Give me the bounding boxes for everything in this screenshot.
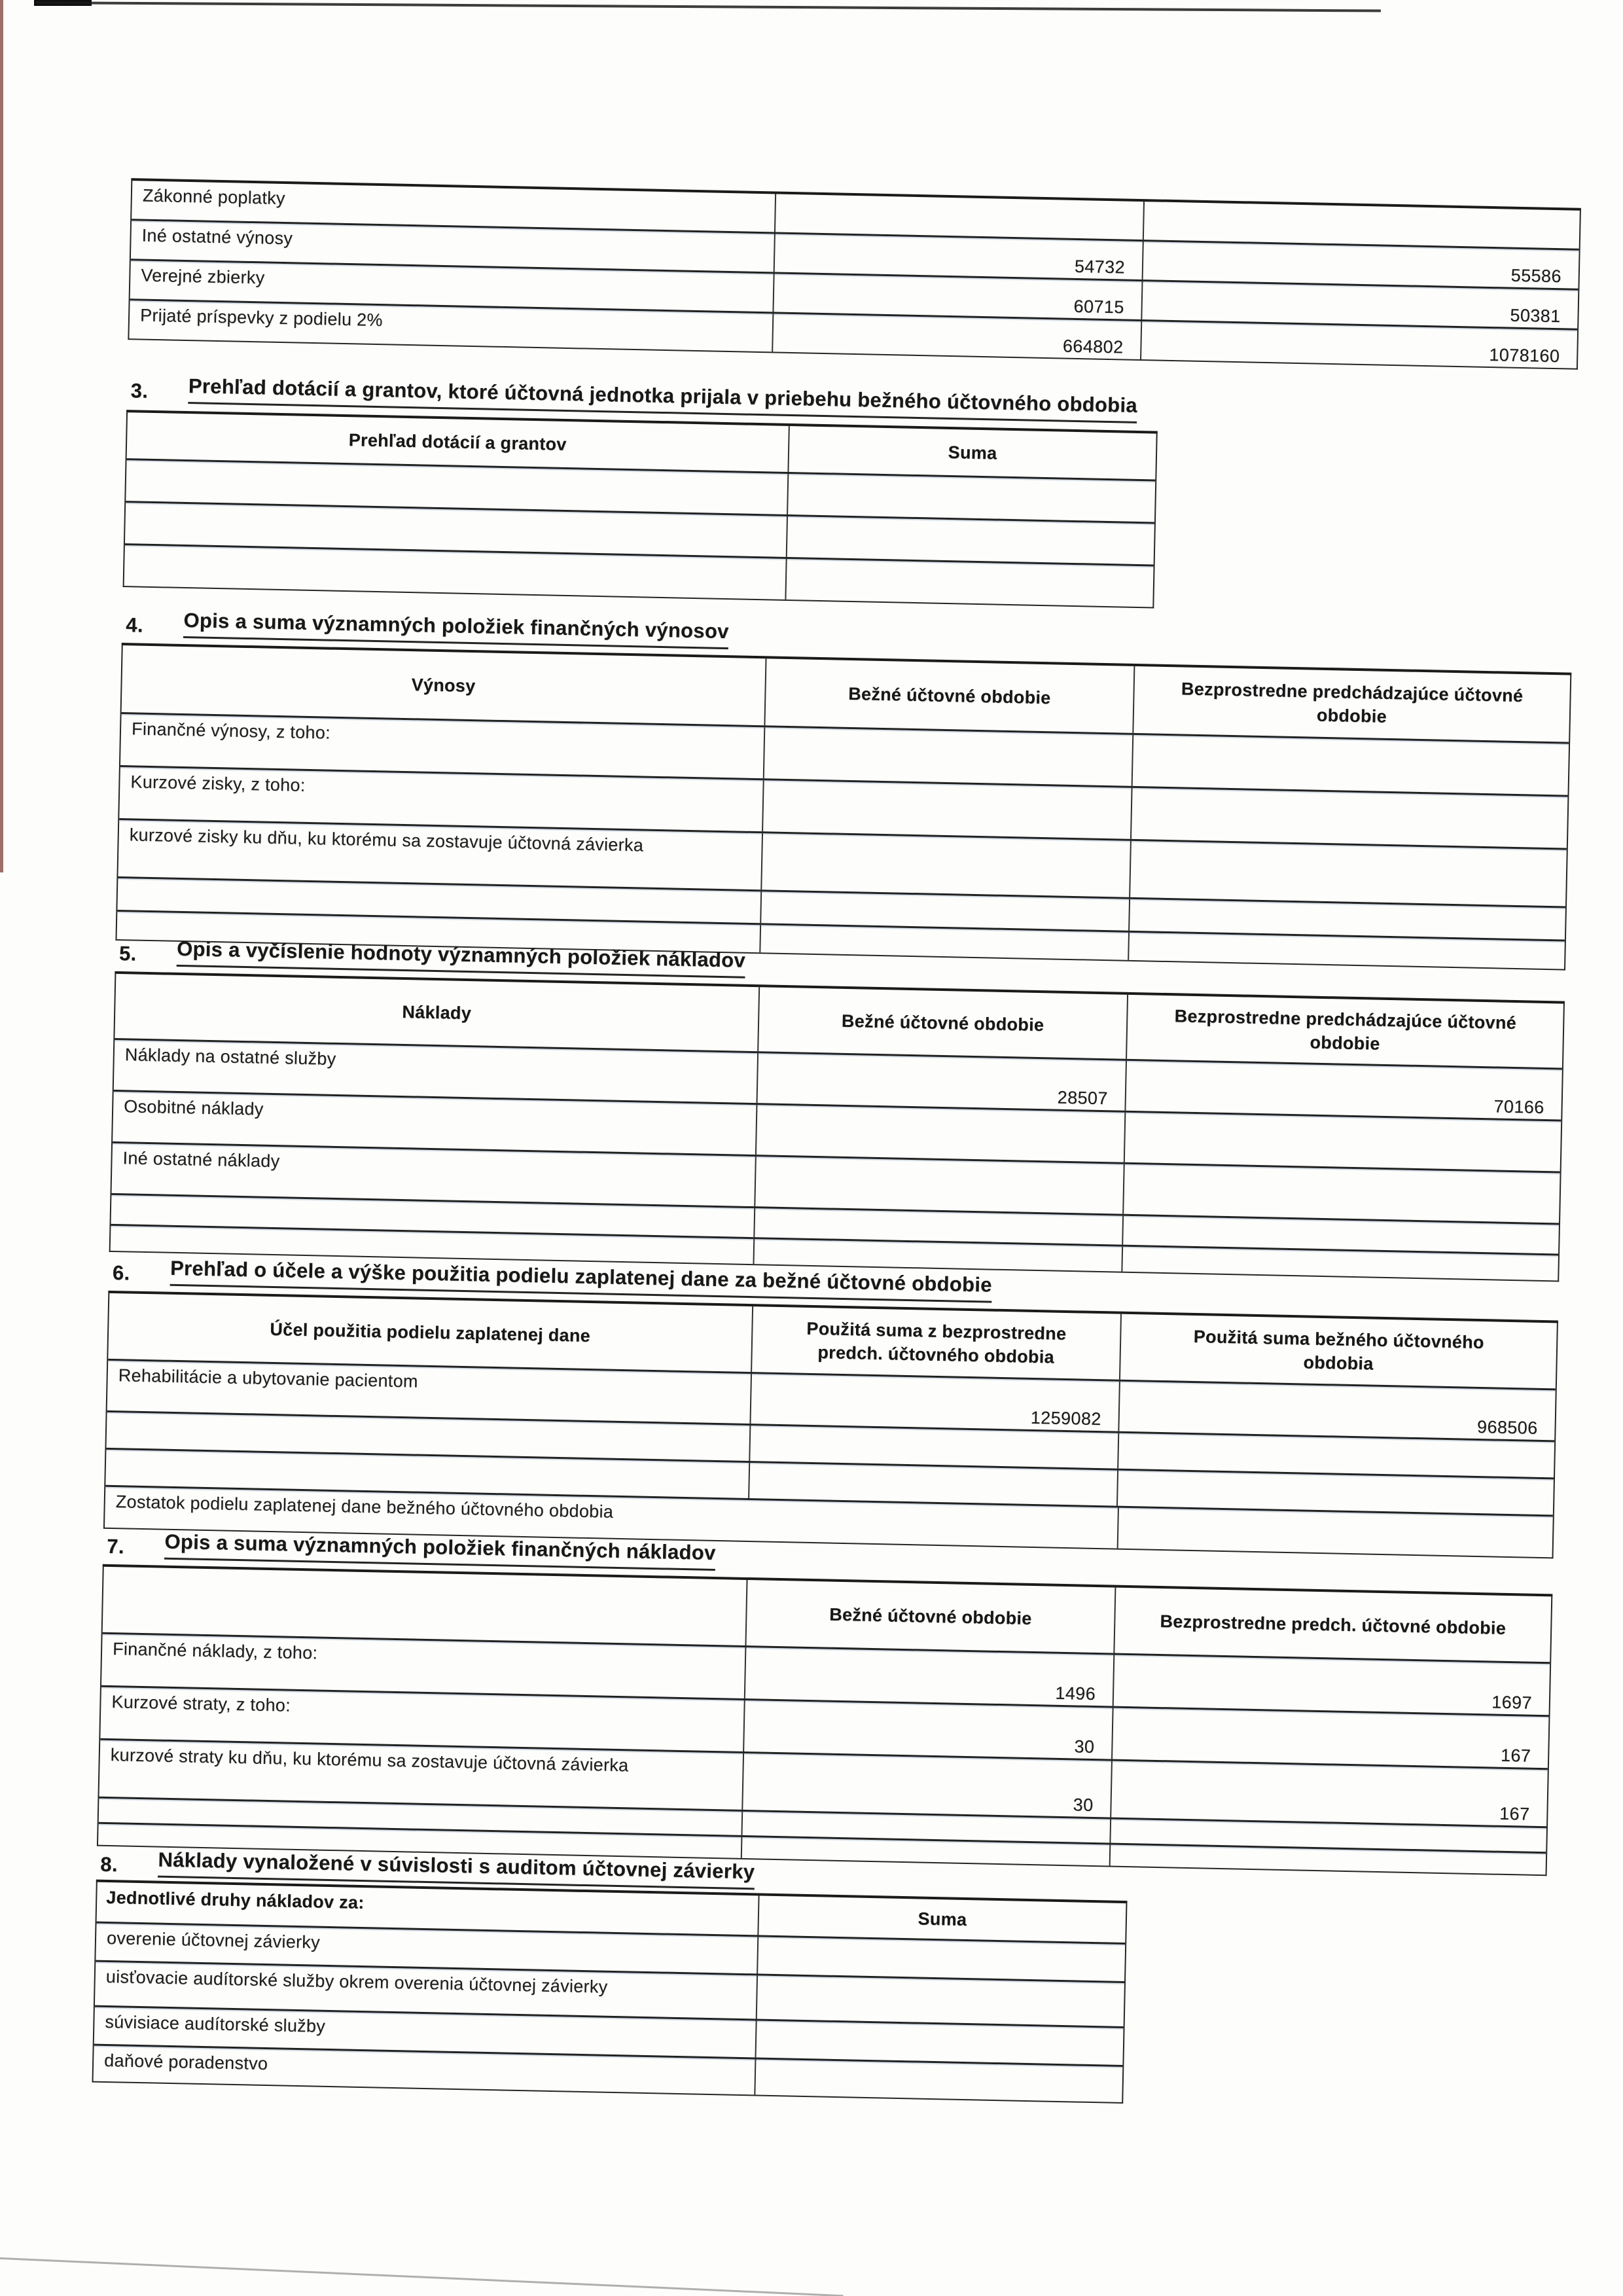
section-number: 7.	[107, 1534, 125, 1558]
row-label: overenie účtovnej závierky	[106, 1928, 321, 1952]
column-header-purpose: Účel použitia podielu zaplatenej dane	[270, 1319, 591, 1346]
financial-revenues-table	[115, 643, 1571, 971]
column-header-current-period: Bežné účtovné obdobie	[757, 987, 1127, 1059]
current-used-value: 968506	[1118, 1382, 1555, 1441]
column-header-empty	[103, 1567, 747, 1645]
previous-period-value	[1122, 1164, 1560, 1223]
column-header-current-period: Bežné účtovné obdobie	[764, 658, 1133, 733]
column-header-current-period: Bežné účtovné obdobie	[745, 1580, 1115, 1653]
section-title: Prehľad dotácií a grantov, ktoré účtovná jednotka prijala v priebehu bežného účtovného obdobia	[188, 374, 1137, 423]
row-label: kurzové straty ku dňu, ku ktorému sa zostavuje účtovná závierka	[110, 1745, 629, 1776]
suma-value	[756, 1975, 1124, 2026]
suma-value	[787, 474, 1155, 522]
current-period-value: 1496	[744, 1647, 1113, 1706]
section-number: 5.	[118, 942, 137, 965]
previous-period-value: 70166	[1124, 1061, 1561, 1120]
expenses-table	[109, 971, 1565, 1282]
row-label: Verejné zbierky	[141, 265, 265, 288]
row-label: Finančné výnosy, z toho:	[131, 719, 331, 743]
section-title: Náklady vynaložené v súvislosti s auditom účtovnej závierky	[158, 1848, 755, 1890]
previous-period-value	[1129, 841, 1567, 906]
previous-period-value: 1078160	[1140, 321, 1577, 368]
suma-value	[755, 2020, 1124, 2065]
remainder-value	[1117, 1508, 1553, 1558]
current-period-value: 30	[741, 1753, 1111, 1818]
current-period-value	[755, 1105, 1124, 1162]
row-label: Zákonné poplatky	[142, 185, 286, 209]
current-period-value: 30	[743, 1700, 1112, 1759]
suma-value	[786, 516, 1154, 565]
current-period-value: 54732	[774, 234, 1143, 279]
row-label: Kurzové straty, z toho:	[111, 1692, 291, 1715]
audit-costs-table	[92, 1880, 1128, 2104]
continued-revenues-table	[128, 178, 1581, 370]
column-header-current-used: Použitá suma bežného účtovného obdobia	[1119, 1314, 1557, 1389]
row-label: súvisiace audítorské služby	[105, 2011, 326, 2036]
current-period-value	[763, 727, 1132, 786]
previous-period-value: 167	[1111, 1708, 1548, 1768]
current-period-value	[754, 1157, 1123, 1214]
section-title: Opis a vyčíslenie hodnoty významných položiek nákladov	[177, 937, 746, 978]
current-period-value	[760, 833, 1130, 897]
row-label: uisťovacie audítorské služby okrem overenia účtovnej závierky	[105, 1966, 608, 1997]
row-label: Iné ostatné náklady	[122, 1148, 280, 1172]
column-header-vynosy: Výnosy	[411, 674, 476, 696]
section-number: 3.	[130, 379, 149, 403]
previous-period-value	[1130, 788, 1567, 848]
current-period-value	[759, 925, 1128, 960]
suma-value	[757, 1937, 1125, 1981]
row-label: Iné ostatné výnosy	[141, 225, 293, 249]
previous-period-value: 1697	[1113, 1655, 1550, 1715]
section-title: Opis a suma významných položiek finančných nákladov	[164, 1530, 716, 1571]
column-header-previous-used: Použitá suma z bezprostredne predch. účtovného obdobia	[751, 1306, 1120, 1380]
section-number: 4.	[126, 613, 144, 637]
grants-table	[123, 410, 1158, 608]
financial-expenses-table	[97, 1564, 1552, 1876]
row-label: Finančné náklady, z toho:	[112, 1639, 318, 1663]
current-period-value	[753, 1239, 1122, 1272]
column-header-suma: Suma	[757, 1895, 1126, 1943]
remainder-label: Zostatok podielu zaplatenej dane bežného účtovného obdobia	[115, 1492, 614, 1522]
section-number: 8.	[100, 1852, 118, 1876]
section-title: Prehľad o účele a výške použitia podielu zaplatenej dane za bežné účtovné obdobie	[170, 1257, 993, 1303]
row-label: Náklady na ostatné služby	[124, 1045, 336, 1069]
row-label: Kurzové zisky, z toho:	[130, 772, 306, 795]
previous-period-value: 167	[1110, 1761, 1548, 1827]
row-label: Rehabilitácie a ubytovanie pacientom	[118, 1365, 419, 1391]
current-period-value	[762, 780, 1131, 839]
previous-period-value: 55586	[1142, 242, 1579, 289]
tax-share-usage-table	[103, 1291, 1558, 1559]
previous-period-value	[1124, 1113, 1561, 1172]
current-period-value: 28507	[757, 1053, 1126, 1111]
current-period-value	[774, 194, 1143, 240]
suma-value	[754, 2059, 1122, 2102]
row-label: Prijaté príspevky z podielu 2%	[139, 305, 383, 331]
previous-used-value	[749, 1426, 1118, 1469]
column-header-grants: Prehľad dotácií a grantov	[348, 429, 567, 454]
current-period-value: 664802	[772, 314, 1141, 359]
column-header-suma: Suma	[787, 426, 1156, 480]
section-title: Opis a suma významných položiek finančných výnosov	[183, 609, 729, 649]
previous-used-value: 1259082	[749, 1374, 1118, 1431]
section-4-heading	[126, 607, 729, 649]
previous-used-value	[748, 1463, 1117, 1506]
current-period-value: 60715	[772, 274, 1141, 319]
column-header-previous-period: Bezprostredne predchádzajúce účtovné obdobie	[1126, 995, 1563, 1068]
row-label: kurzové zisky ku dňu, ku ktorému sa zostavuje účtovná závierka	[129, 825, 644, 855]
previous-period-value: 50381	[1141, 281, 1578, 329]
row-label: daňové poradenstvo	[103, 2050, 268, 2074]
column-header-previous-period: Bezprostredne predchádzajúce účtovné obdobie	[1132, 666, 1570, 742]
column-header-naklady: Náklady	[402, 1001, 472, 1023]
previous-period-value	[1132, 735, 1569, 795]
column-header-cost-types: Jednotlivé druhy nákladov za:	[106, 1887, 365, 1913]
suma-value	[785, 559, 1153, 607]
column-header-previous-period: Bezprostredne predch. účtovné obdobie	[1113, 1588, 1551, 1662]
row-label: Osobitné náklady	[123, 1096, 264, 1119]
section-number: 6.	[112, 1261, 130, 1285]
